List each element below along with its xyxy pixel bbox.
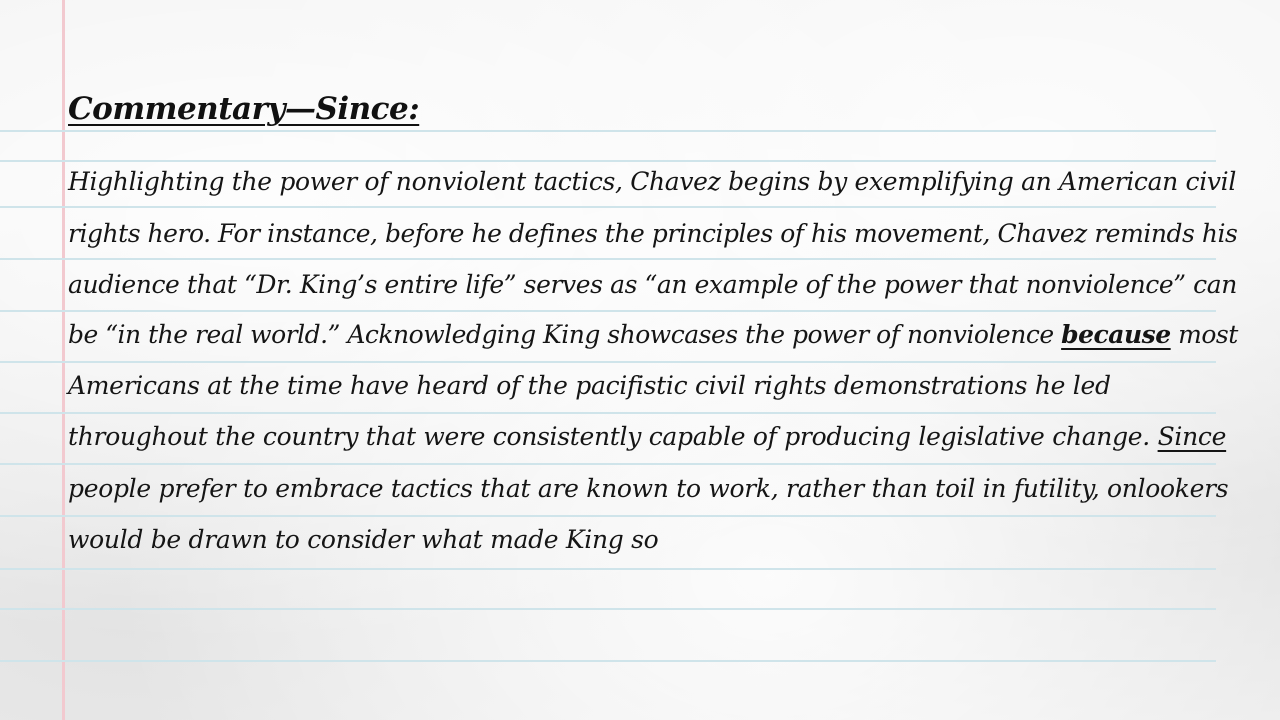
margin-line bbox=[62, 0, 65, 720]
text-segment: Highlighting the power of nonviolent tactics, Chavez begins by exemplifying an American civil bbox=[68, 167, 1236, 196]
ruled-line bbox=[0, 463, 1216, 465]
text-line bbox=[68, 320, 1238, 349]
ruled-line bbox=[0, 568, 1216, 570]
text-line bbox=[68, 219, 1237, 248]
text-segment: audience that “Dr. King’s entire life” serves as “an example of the power that nonviolence” can bbox=[68, 270, 1237, 299]
ruled-line bbox=[0, 660, 1216, 662]
ruled-line bbox=[0, 361, 1216, 363]
emphasized-word: because bbox=[1061, 320, 1171, 349]
text-segment: would be drawn to consider what made King so bbox=[68, 525, 659, 554]
page-title: Commentary—Since: bbox=[68, 91, 420, 127]
ruled-line bbox=[0, 412, 1216, 414]
ruled-line bbox=[0, 515, 1216, 517]
text-line bbox=[68, 270, 1237, 299]
text-line bbox=[68, 167, 1236, 196]
text-line bbox=[68, 422, 1226, 451]
text-segment: rights hero. For instance, before he defines the principles of his movement, Chavez reminds his bbox=[68, 219, 1238, 248]
ruled-line bbox=[0, 608, 1216, 610]
emphasized-word: Since bbox=[1157, 422, 1227, 451]
text-segment: Americans at the time have heard of the pacifistic civil rights demonstrations he led bbox=[68, 371, 1111, 400]
ruled-line bbox=[0, 310, 1216, 312]
ruled-line bbox=[0, 258, 1216, 260]
text-segment: be “in the real world.” Acknowledging King showcases the power of nonviolence bbox=[68, 320, 1062, 349]
text-segment: most bbox=[1170, 320, 1238, 349]
ruled-line bbox=[0, 206, 1216, 208]
text-line bbox=[68, 474, 1228, 503]
text-line bbox=[68, 371, 1111, 400]
text-segment: throughout the country that were consistently capable of producing legislative change. bbox=[68, 422, 1158, 451]
ruled-line bbox=[0, 130, 1216, 132]
text-line bbox=[68, 525, 658, 554]
text-segment: people prefer to embrace tactics that are known to work, rather than toil in futility, onlookers bbox=[68, 474, 1229, 503]
ruled-line bbox=[0, 160, 1216, 162]
